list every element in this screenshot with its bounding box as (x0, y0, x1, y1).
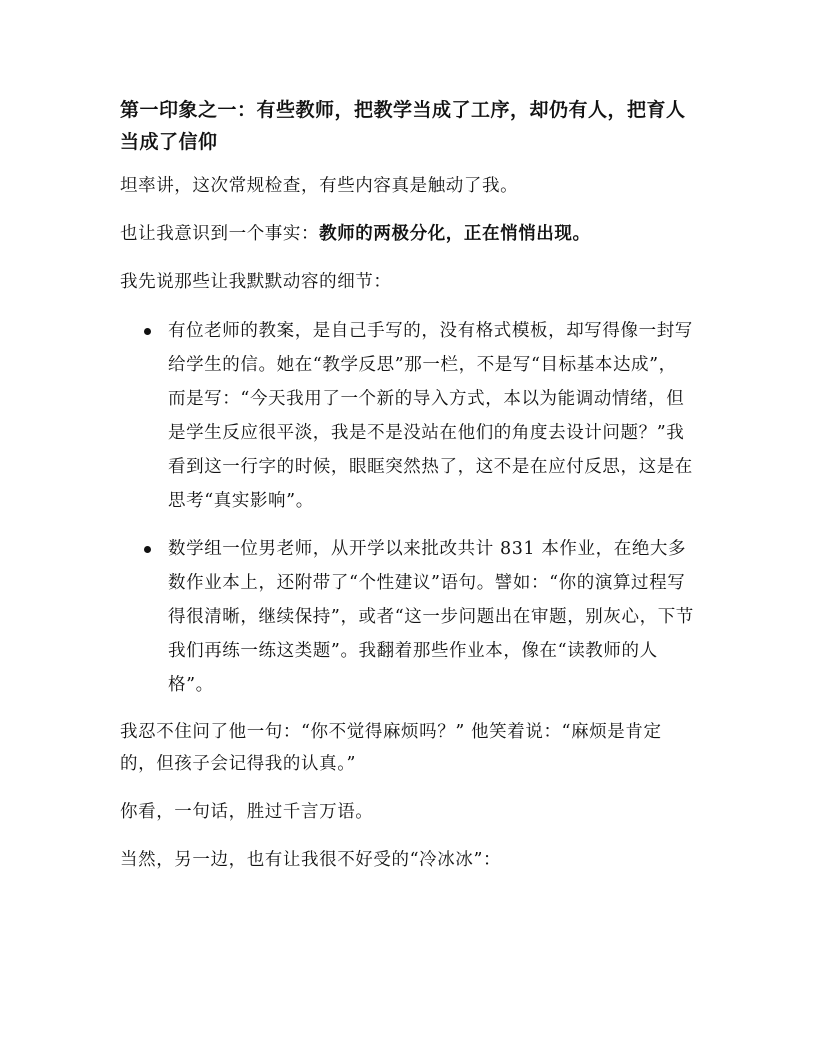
list-item (120, 532, 694, 702)
list-item-text: 有位老师的教案，是自己手写的，没有格式模板，却写得像一封写给学生的信。她在“教学反思”那一栏，不是写“目标基本达成”，而是写：“今天我用了一个新的导入方式，本以为能调动情绪，但是学生反应很平淡，我是不是没站在他们的角度去设计问题？”我看到这一行字的时候，眼眶突然热了，这不是在应付反思，这是在思考“真实影响”。 (168, 321, 693, 511)
bullet-icon (144, 328, 151, 335)
paragraph-comment: 你看，一句话，胜过千言万语。 (120, 802, 374, 822)
paragraph-transition: 当然，另一边，也有让我很不好受的“冷冰冰”： (120, 850, 502, 870)
paragraph-intro: 坦率讲，这次常规检查，有些内容真是触动了我。 (120, 176, 519, 196)
paragraph-question: 我忍不住问了他一句：“你不觉得麻烦吗？” 他笑着说：“麻烦是肯定的，但孩子会记得我的认真。” (120, 722, 662, 774)
section-heading: 第一印象之一：有些教师，把教学当成了工序，却仍有人，把育人当成了信仰 (120, 99, 686, 153)
paragraph-realization (120, 218, 694, 250)
bullet-list (120, 314, 694, 702)
list-item-text: 数学组一位男老师，从开学以来批改共计 831 本作业，在绝大多数作业本上，还附带了“个性建议”语句。譬如：“你的演算过程写得很清晰，继续保持”，或者“这一步问题出在审题，别灰心，下节我们再练一练这类题”。我翻着那些作业本，像在“读教师的人格”。 (168, 539, 694, 695)
document-body (120, 94, 694, 892)
bullet-icon (144, 546, 151, 553)
paragraph-realization-lead: 也让我意识到一个事实： (120, 224, 320, 244)
paragraph-details-intro: 我先说那些让我默默动容的细节： (120, 272, 392, 292)
list-item (120, 314, 694, 518)
emphasis-polarization: 教师的两极分化，正在悄悄出现。 (319, 224, 591, 244)
